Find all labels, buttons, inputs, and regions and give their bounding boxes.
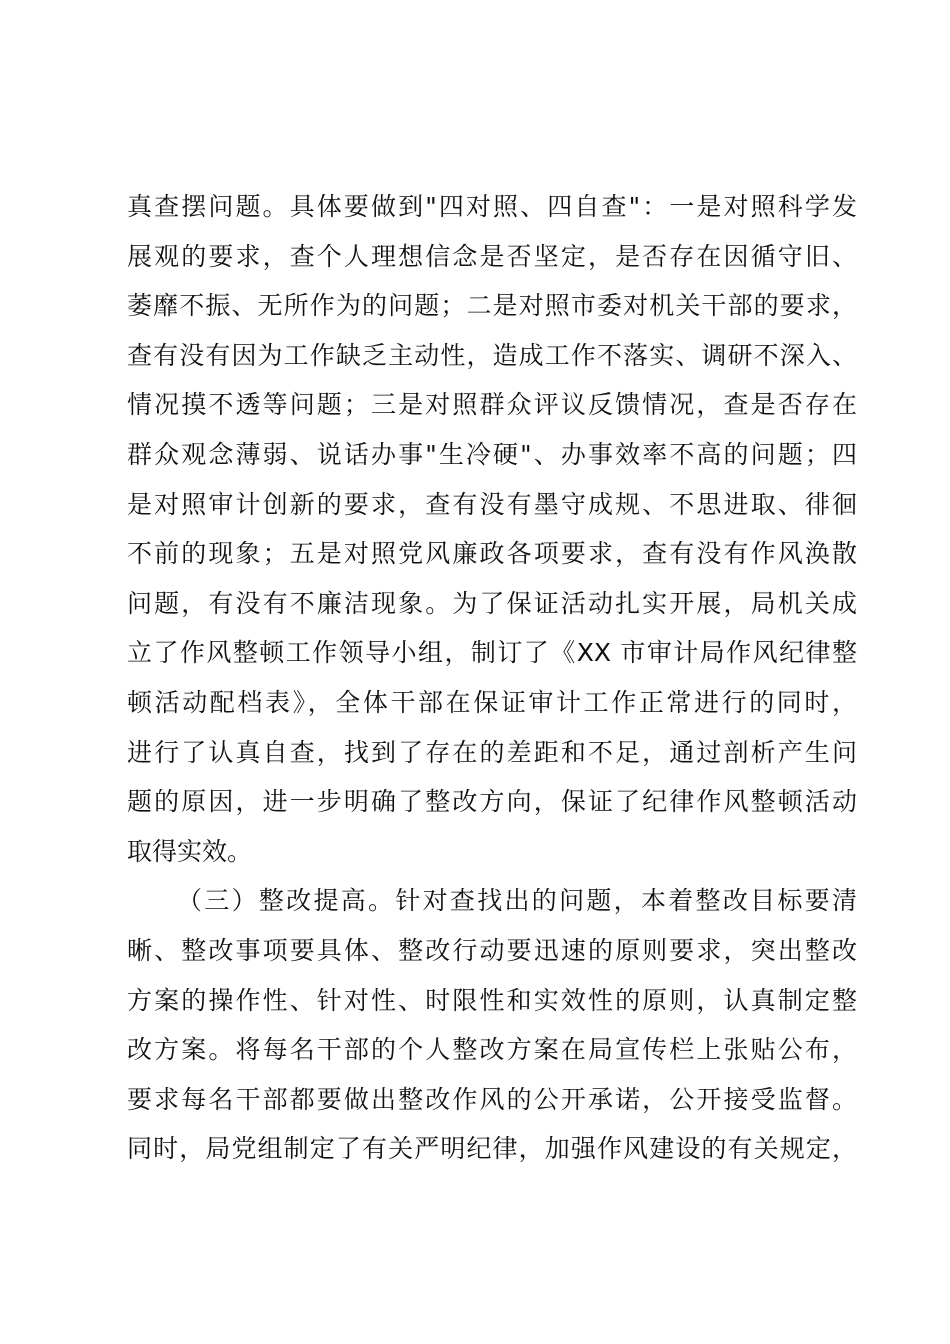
text-line-10: 立了作风整顿工作领导小组，制订了《XX 市审计局作风纪律整 [127,638,857,668]
text-line-4: 查有没有因为工作缺乏主动性，造成工作不落实、调研不深入、 [127,340,857,370]
text-line-7: 是对照审计创新的要求，查有没有墨守成规、不思进取、徘徊 [127,489,857,519]
text-line-12: 进行了认真自查，找到了存在的差距和不足，通过剖析产生问 [127,737,857,767]
text-line-13: 题的原因，进一步明确了整改方向，保证了纪律作风整顿活动 [127,787,857,817]
text-line-1: 真查摆问题。具体要做到"四对照、四自查"：一是对照科学发 [127,192,857,221]
text-line-8: 不前的现象；五是对照党风廉政各项要求，查有没有作风涣散 [127,539,857,569]
text-line-3: 萎靡不振、无所作为的问题；二是对照市委对机关干部的要求， [127,291,857,321]
text-line-17: 方案的操作性、针对性、时限性和实效性的原则，认真制定整 [127,985,857,1015]
text-line-15: （三）整改提高。针对查找出的问题，本着整改目标要清 [177,886,857,916]
text-line-2: 展观的要求，查个人理想信念是否坚定，是否存在因循守旧、 [127,241,857,271]
text-line-18: 改方案。将每名干部的个人整改方案在局宣传栏上张贴公布， [127,1035,857,1065]
text-line-6: 群众观念薄弱、说话办事"生冷硬"、办事效率不高的问题；四 [127,439,857,469]
text-line-11: 顿活动配档表》，全体干部在保证审计工作正常进行的同时， [127,687,857,717]
text-line-14: 取得实效。 [127,836,253,866]
text-line-16: 晰、整改事项要具体、整改行动要迅速的原则要求，突出整改 [127,935,857,965]
text-line-20: 同时，局党组制定了有关严明纪律，加强作风建设的有关规定， [127,1134,857,1164]
body-text [127,182,857,1174]
text-line-19: 要求每名干部都要做出整改作风的公开承诺，公开接受监督。 [127,1084,857,1114]
text-line-9: 问题，有没有不廉洁现象。为了保证活动扎实开展，局机关成 [127,588,857,618]
text-line-5: 情况摸不透等问题；三是对照群众评议反馈情况，查是否存在 [127,390,857,420]
